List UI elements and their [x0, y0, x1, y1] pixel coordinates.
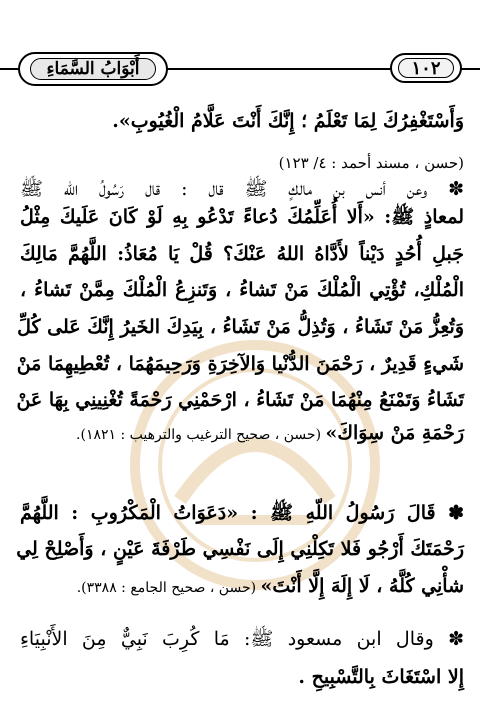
text-line-14: إِلا اسْتَغَاثَ بِالتَّسْبِيحِ . — [298, 666, 464, 688]
reference-line-2: (حسن ، صحيح الترغيب والترهيب : ١٨٢١). — [76, 427, 326, 443]
chapter-title-frame — [18, 52, 168, 86]
text-line-8: تَشَاءُ وَتَمْنَعُ مِنْهُمَا مَنْ تَشَاءُ ، ارْحَمْنِي رَحْمَةً تُغْنِينِي بِهَا عَنْ — [16, 389, 464, 411]
reference-line-3: (حسن ، صحيح الجامع : ٣٣٨٨). — [76, 580, 261, 596]
text-line-9 — [20, 420, 464, 448]
reference-line-1: (حسن ، مسند أحمد : ٤/ ١٢٣) — [278, 154, 464, 172]
page-number: ١٠٢ — [398, 58, 454, 78]
text-line-7: شَيءٍ قَدِيرٌ ، رَحْمَنَ الدُّنْيا وَالآخِرَةِ وَرَحِيمَهُمَا ، تُعْطِيهِمَا مَنْ — [16, 353, 464, 375]
chapter-title: أَبْوَابُ السَّمَاءِ — [30, 58, 156, 80]
text-line-4: جَبلِ أُحُدٍ دَيْناً لأَدَّاهُ اللهُ عَنْكَ؟ قُلْ يَا مُعَاذُ: اللَّهُمَّ مَالِكَ — [20, 243, 464, 265]
hadith-intro-line: ✽ وعن أنس بن مالكٍ ﷺ قال : قال رَسُولُ الله ﷺ — [20, 178, 464, 200]
text-line-3: لمعاذٍ ﷺ: «أَلا أُعَلِّمُكَ دُعاءً تَدْعُو بِهِ لَوْ كَانَ عَلَيكَ مِثْلُ — [20, 206, 464, 228]
text-line-9-main: رَحْمَةِ مَنْ سِوَاكَ» — [325, 422, 464, 444]
text-line-1: وَأَسْتَغْفِرُكَ لِمَا تَعْلَمُ ؛ إِنَّكَ أَنْتَ عَلَّامُ الْغُيُوبِ». — [112, 110, 464, 132]
text-line-12 — [20, 573, 464, 601]
text-line-10: ✽ قَالَ رَسُولُ اللّهِ ﷺ : «دَعَوَاتُ الْمَكْرُوبِ : اللَّهُمَّ — [20, 502, 464, 524]
page-number-frame — [390, 53, 462, 83]
text-line-6: وَتُعِزُّ مَنْ تَشَاءُ ، وَتُذِلُّ مَنْ تَشَاءُ ، بِيَدِكَ الخَيرُ إِنَّكَ عَلى كُلِّ — [17, 316, 464, 338]
text-line-5: الْمُلْكِ، تُؤْتِي الْمُلْكَ مَنْ تَشاءُ ، وَتَنزِعُ الْمُلْكَ مِمَّنْ تَشاءُ ، — [20, 279, 464, 301]
text-line-11: رَحْمَتَكَ أَرْجُو فَلا تَكِلْنِي إِلَى نَفْسِي طَرْفَةَ عَيْنٍ ، وَأَصْلِحْ لِي — [16, 538, 464, 560]
text-line-13: ✽ وقال ابن مسعود ﷺ: مَا كُرِبَ نَبِيٌّ مِنَ الأَنْبِيَاءِ — [20, 628, 464, 650]
text-line-12-main: شأْنِي كُلَّهُ ، لَا إِلَهَ إِلَّا أَنْتَ» — [260, 575, 464, 597]
